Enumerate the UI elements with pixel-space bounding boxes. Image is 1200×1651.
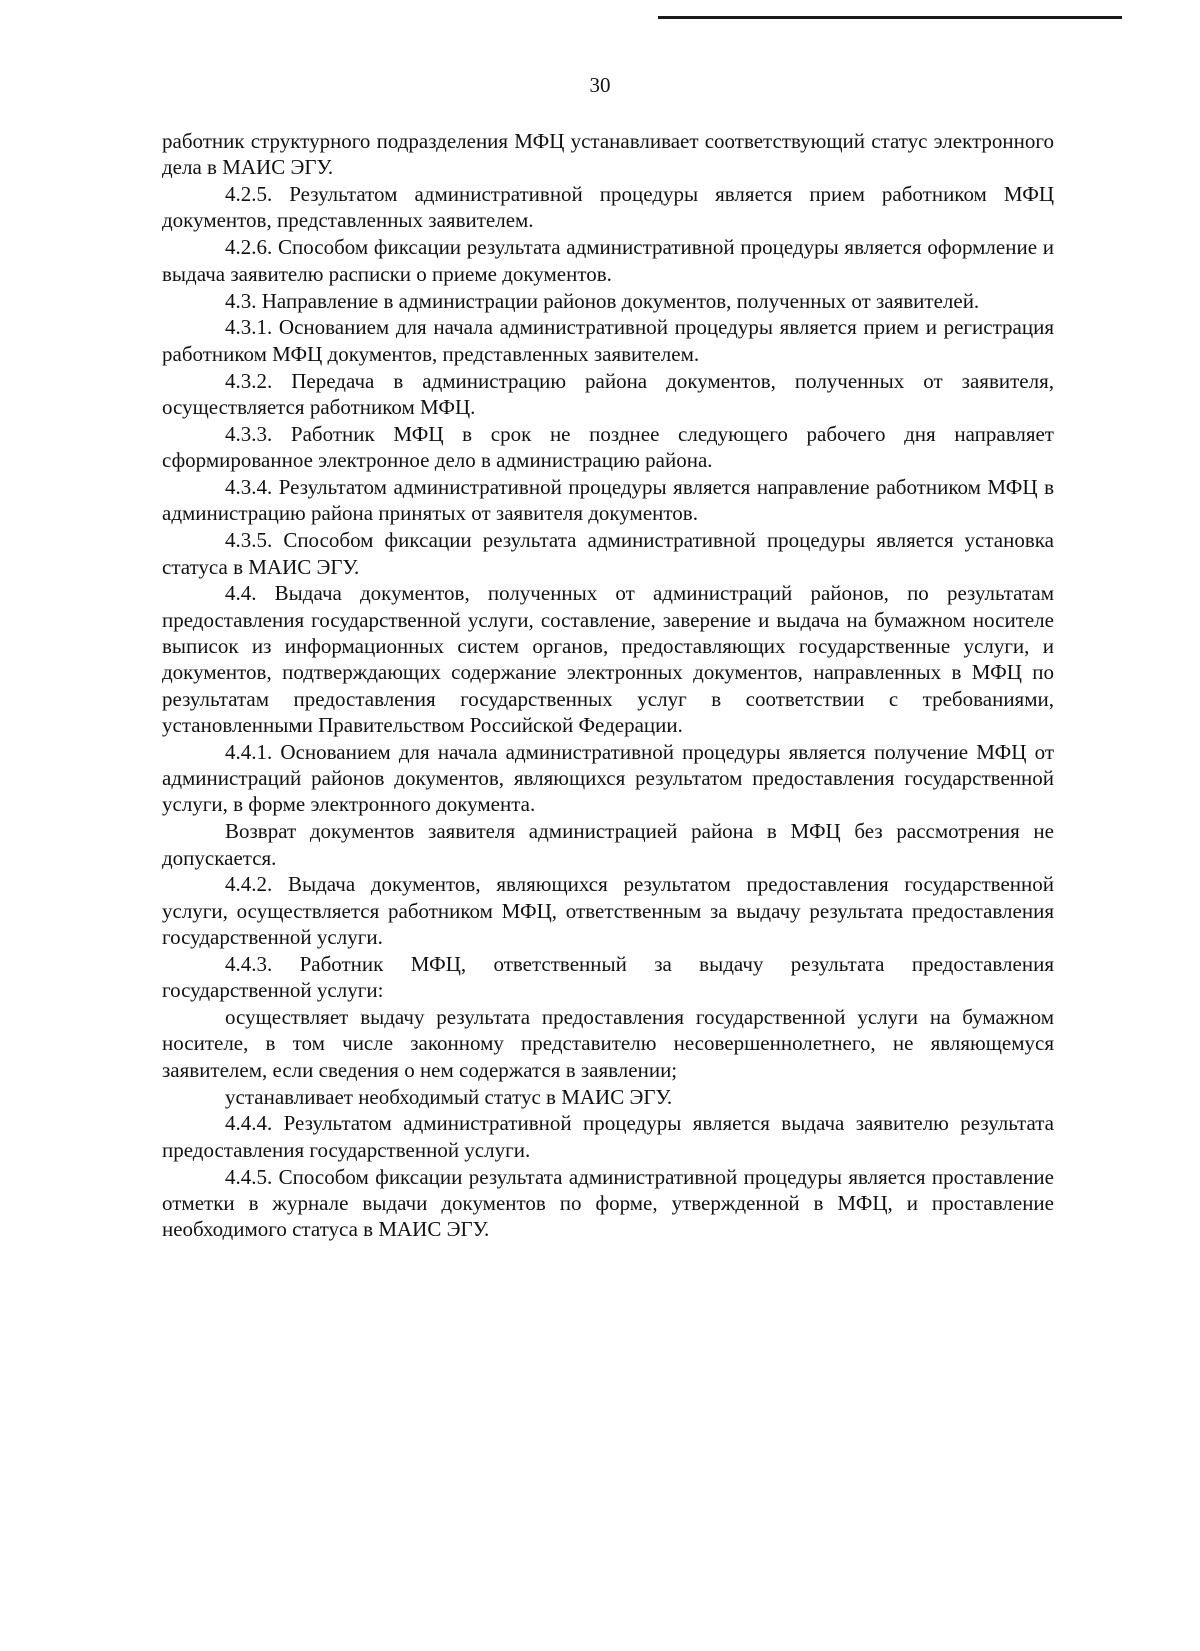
paragraph-4-3-4: 4.3.4. Результатом административной процедуры является направление работником МФЦ в администрацию района принятых от заявителя документов. bbox=[162, 475, 1054, 526]
paragraph-4-3: 4.3. Направление в администрации районов документов, полученных от заявителей. bbox=[225, 288, 980, 313]
paragraph-continuation: работник структурного подразделения МФЦ устанавливает соответствующий статус электронного дела в МАИС ЭГУ. bbox=[162, 129, 1054, 180]
paragraph-4-3-1: 4.3.1. Основанием для начала административной процедуры является прием и регистрация работником МФЦ документов, представленных заявителем. bbox=[162, 315, 1054, 366]
paragraph-4-4-5: 4.4.5. Способом фиксации результата административной процедуры является проставление отметки в журнале выдачи документов по форме, утвержденной в МФЦ, и проставление необходимого статуса в МАИС ЭГУ. bbox=[162, 1164, 1054, 1242]
header-rule bbox=[658, 16, 1122, 19]
paragraph-duty-issue: осуществляет выдачу результата предоставления государственной услуги на бумажном носителе, в том числе законному представителю несовершеннолетнего, не являющемуся заявителем, если сведения о нем содержатся в заявлении; bbox=[162, 1005, 1054, 1082]
paragraph-4-2-6: 4.2.6. Способом фиксации результата административной процедуры является оформление и выдача заявителю расписки о приеме документов. bbox=[162, 235, 1054, 286]
paragraph-4-4-3: 4.4.3. Работник МФЦ, ответственный за выдачу результата предоставления государственной услуги: bbox=[162, 951, 1054, 1003]
paragraph-4-4-1: 4.4.1. Основанием для начала административной процедуры является получение МФЦ от администраций районов документов, являющихся результатом предоставления государственной услуги, в форме электронного документа. bbox=[162, 739, 1054, 817]
paragraph-4-3-5: 4.3.5. Способом фиксации результата административной процедуры является установка статуса в МАИС ЭГУ. bbox=[162, 528, 1054, 579]
paragraph-duty-status: устанавливает необходимый статус в МАИС ЭГУ. bbox=[225, 1084, 673, 1109]
paragraph-return-note: Возврат документов заявителя администрацией района в МФЦ без рассмотрения не допускается. bbox=[162, 819, 1054, 870]
paragraph-4-4: 4.4. Выдача документов, полученных от администраций районов, по результатам предоставления государственной услуги, составление, заверение и выдача на бумажном носителе выписок из информационных систем органов, предоставляющих государственные услуги, и документов, подтверждающих содержание электронных документов, направленных в МФЦ по результатам предоставления государственных услуг в соответствии с требованиями, установленными Правительством Российской Федерации. bbox=[162, 581, 1054, 737]
page-number: 30 bbox=[589, 73, 611, 97]
paragraph-4-3-3: 4.3.3. Работник МФЦ в срок не позднее следующего рабочего дня направляет сформированное электронное дело в администрацию района. bbox=[162, 421, 1054, 473]
paragraph-4-4-4: 4.4.4. Результатом административной процедуры является выдача заявителю результата предоставления государственной услуги. bbox=[162, 1111, 1054, 1162]
document-body bbox=[162, 128, 1054, 1243]
paragraph-4-3-2: 4.3.2. Передача в администрацию района документов, полученных от заявителя, осуществляется работником МФЦ. bbox=[162, 368, 1054, 419]
paragraph-4-4-2: 4.4.2. Выдача документов, являющихся результатом предоставления государственной услуги, осуществляется работником МФЦ, ответственным за выдачу результата предоставления государственной услуги. bbox=[162, 872, 1054, 950]
paragraph-4-2-5: 4.2.5. Результатом административной процедуры является прием работником МФЦ документов, представленных заявителем. bbox=[162, 182, 1054, 233]
